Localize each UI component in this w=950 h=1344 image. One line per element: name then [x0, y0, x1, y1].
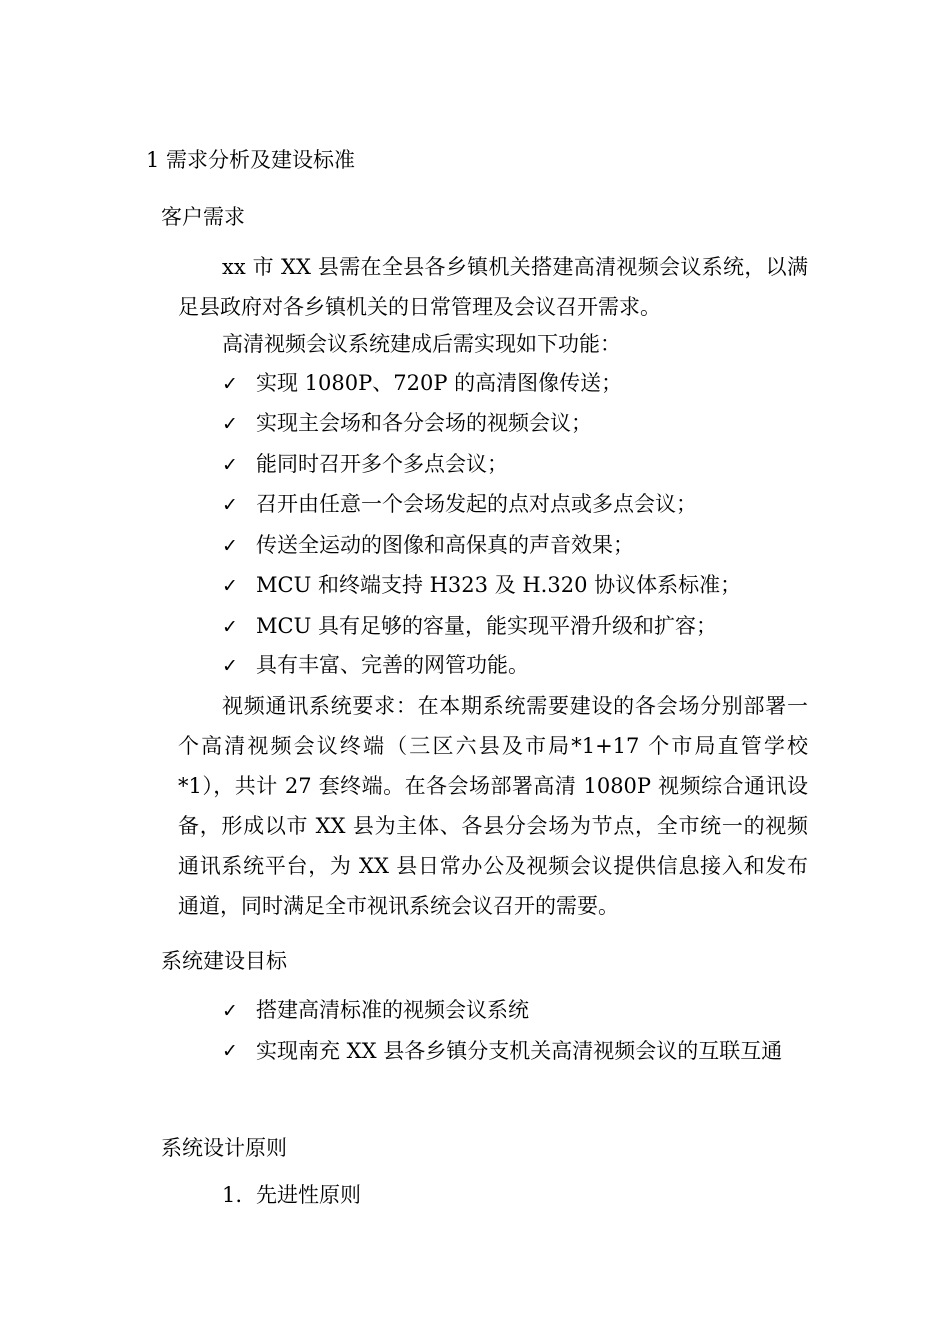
checkmark-icon: ✓	[222, 535, 238, 557]
list-item: ✓ 搭建高清标准的视频会议系统	[222, 995, 529, 1026]
checkmark-icon: ✓	[222, 1000, 238, 1022]
item-number: 1.	[222, 1183, 243, 1207]
checkmark-icon: ✓	[222, 655, 238, 677]
list-item: ✓ 实现主会场和各分会场的视频会议；	[222, 408, 592, 439]
section-title-principles: 系统设计原则	[161, 1136, 287, 1160]
checkmark-icon: ✓	[222, 1040, 238, 1062]
functions-lead: 高清视频会议系统建成后需实现如下功能：	[222, 332, 621, 356]
list-item: ✓ 实现 1080P、720P 的高清图像传送；	[222, 368, 622, 399]
list-item: ✓ 召开由任意一个会场发起的点对点或多点会议；	[222, 489, 697, 520]
checkmark-icon: ✓	[222, 616, 238, 638]
intro-paragraph: xx 市 XX 县需在全县各乡镇机关搭建高清视频会议系统，以满足县政府对各乡镇机关的日常管理及会议召开需求。	[178, 255, 808, 319]
checkmark-icon: ✓	[222, 373, 238, 395]
checkmark-icon: ✓	[222, 454, 238, 476]
checkmark-icon: ✓	[222, 494, 238, 516]
list-item: ✓ 具有丰富、完善的网管功能。	[222, 650, 529, 681]
section-title-customer-needs: 客户需求	[161, 205, 245, 229]
chapter-heading: 1 需求分析及建设标准	[146, 148, 356, 172]
list-item: ✓ 实现南充 XX 县各乡镇分支机关高清视频会议的互联互通	[222, 1031, 812, 1071]
checkmark-icon: ✓	[222, 575, 238, 597]
numbered-item: 1. 先进性原则	[222, 1180, 361, 1210]
checkmark-icon: ✓	[222, 413, 238, 435]
list-item: ✓ MCU 具有足够的容量，能实现平滑升级和扩容；	[222, 611, 717, 642]
list-item: ✓ 能同时召开多个多点会议；	[222, 449, 508, 480]
section-title-goals: 系统建设目标	[161, 949, 287, 973]
requirement-paragraph: 视频通讯系统要求：在本期系统需要建设的各会场分别部署一个高清视频会议终端（三区六县及市局*1+17 个市局直管学校*1），共计 27 套终端。在各会场部署高清 1080P 视频综合通讯设备，形成以市 XX 县为主体、各县分会场为节点，全市统一的视频通讯系统平台，为 XX 县日常办公及视频会议提供信息接入和发布通道，同时满足全市视讯系统会议召开的需要。	[178, 694, 808, 918]
list-item: ✓ 传送全运动的图像和高保真的声音效果；	[222, 530, 634, 561]
list-item: ✓ MCU 和终端支持 H323 及 H.320 协议体系标准；	[222, 570, 741, 601]
